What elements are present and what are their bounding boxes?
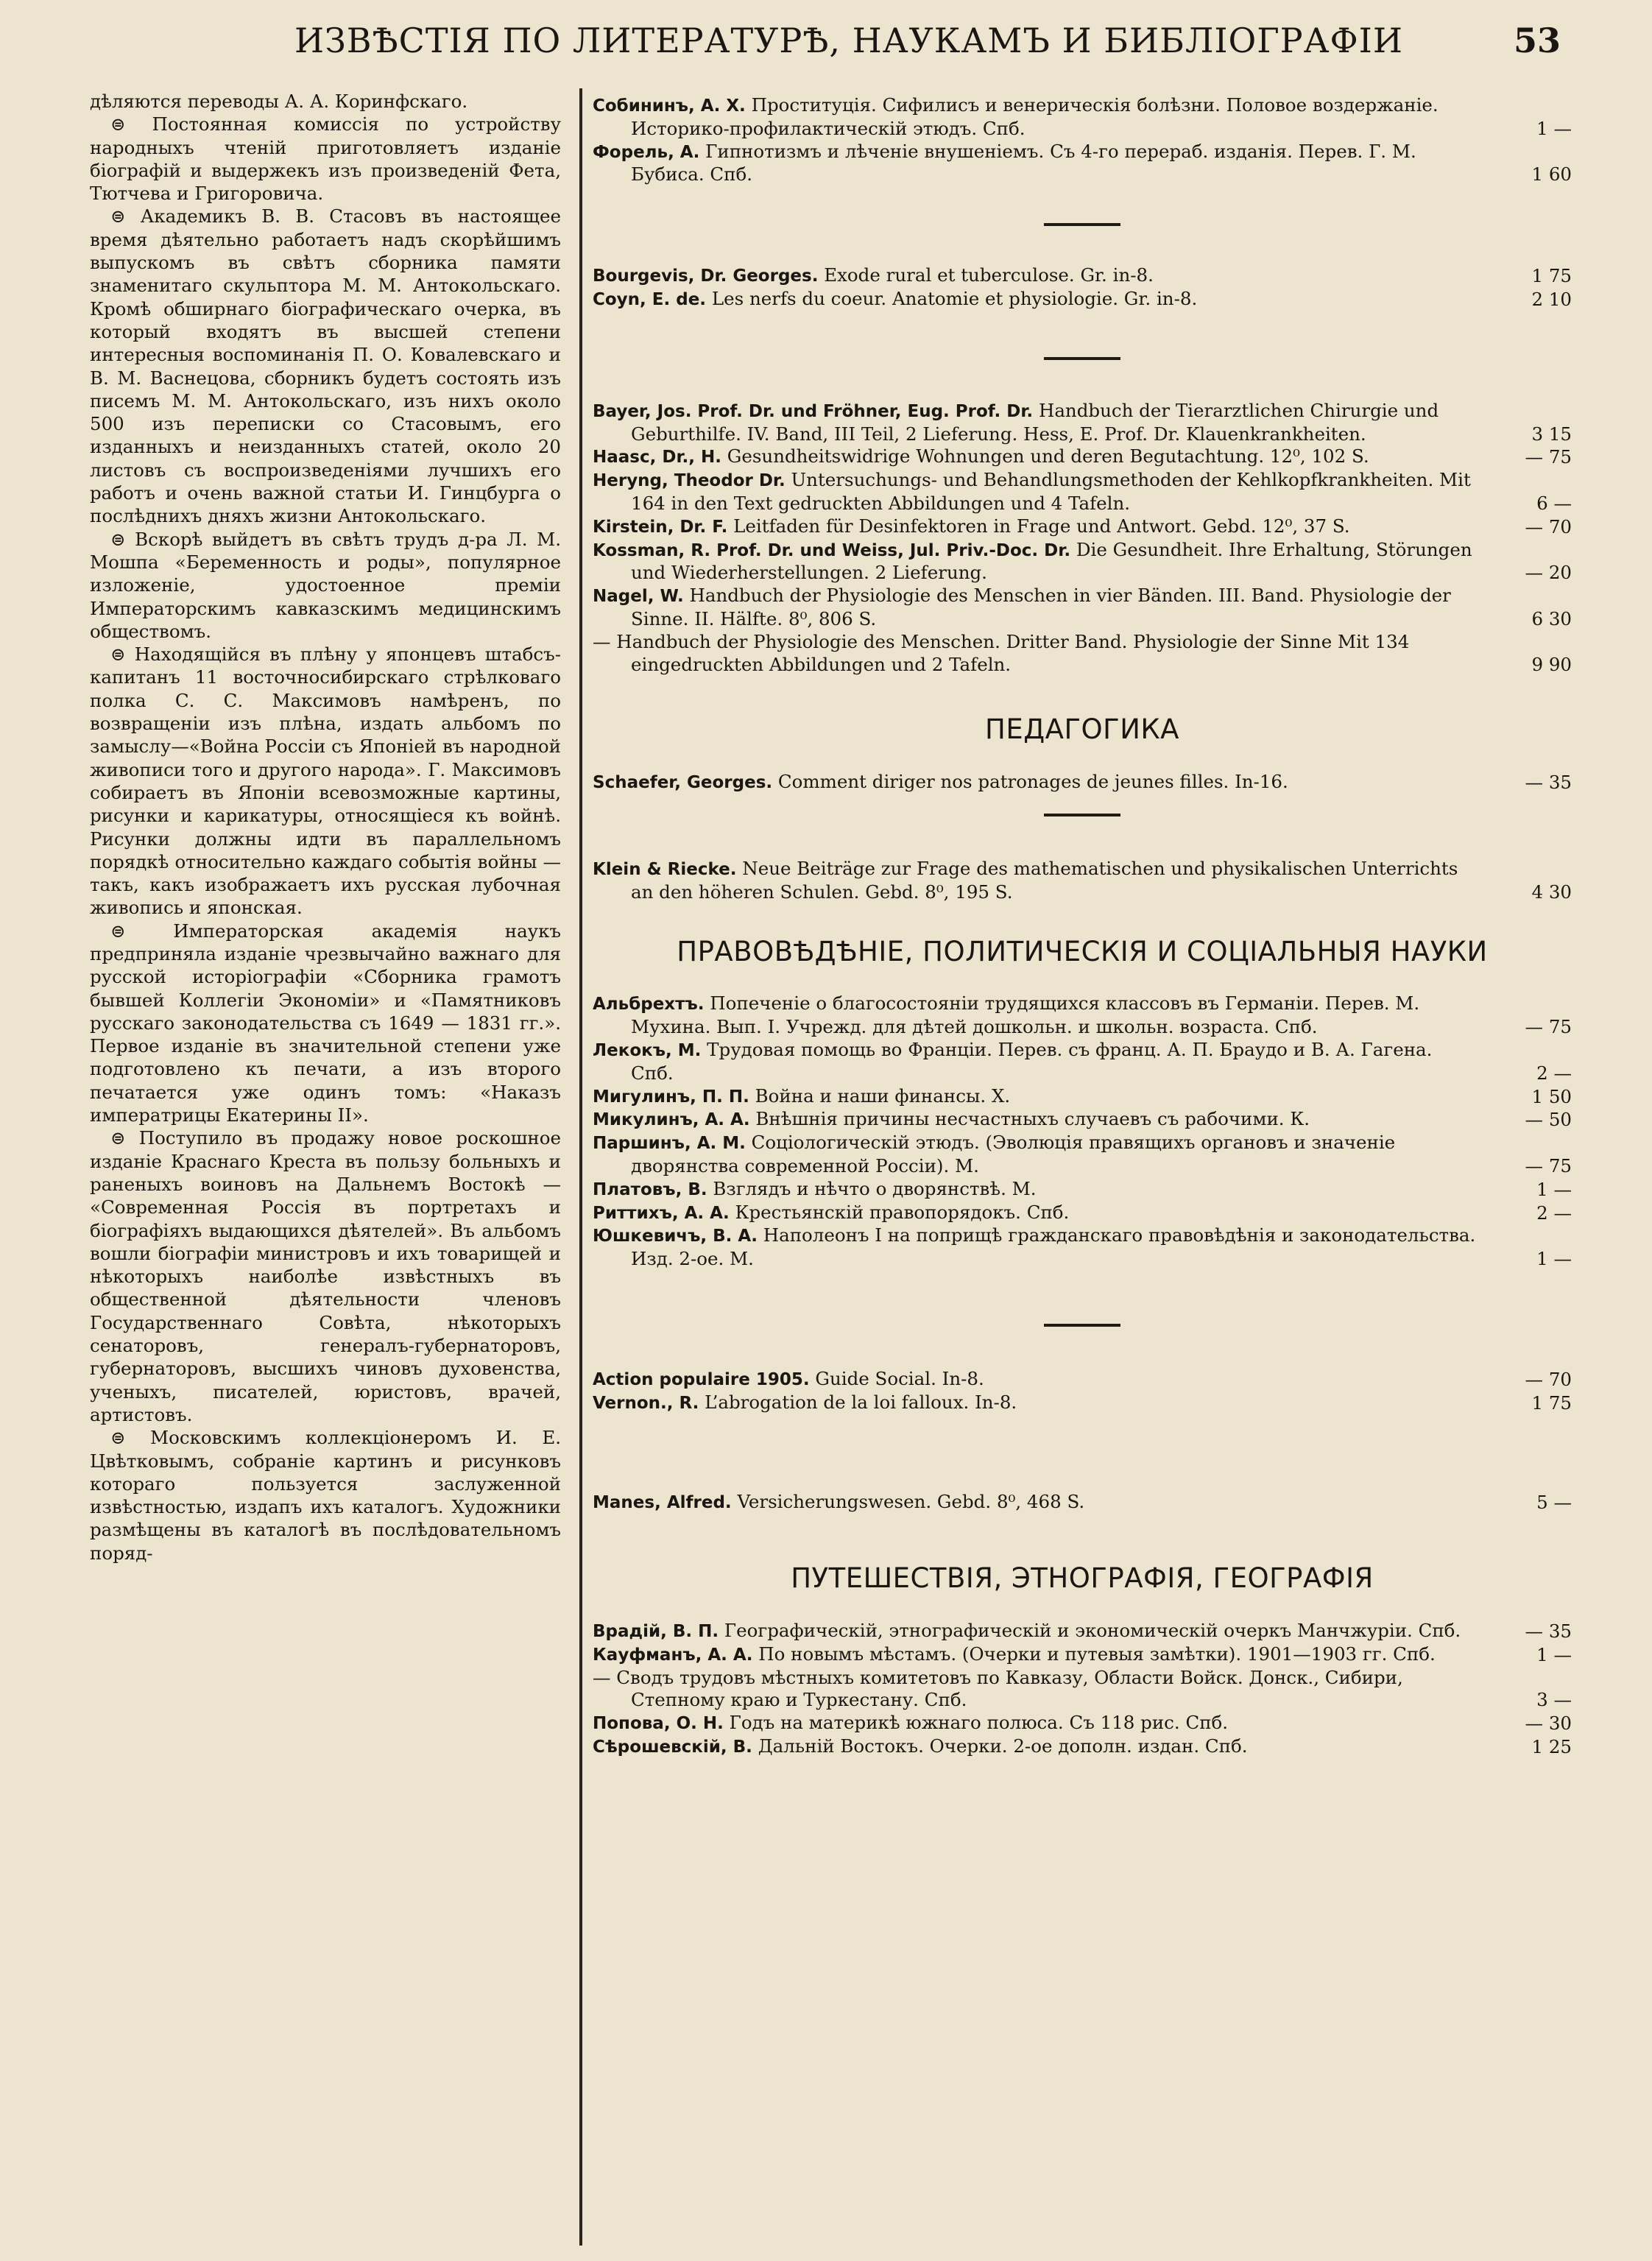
entry-group: [593, 264, 1572, 311]
section-heading-travel: ПУТЕШЕСТВІЯ, ЭТНОГРАФІЯ, ГЕОГРАФІЯ: [791, 1562, 1374, 1595]
entry-price: — 20: [1525, 562, 1572, 584]
entry-author: Coyn, E. de.: [593, 289, 707, 309]
entry-price: 2 —: [1536, 1062, 1572, 1084]
entry-title: Взглядъ и нѣчто о дворянствѣ. М.: [707, 1177, 1037, 1199]
entry-price: 1 75: [1531, 265, 1572, 287]
entry-author: Попова, О. Н.: [593, 1714, 724, 1734]
entry-author: Кауфманъ, А. А.: [593, 1645, 753, 1665]
running-title: ИЗВѢСТІЯ ПО ЛИТЕРАТУРѢ, НАУКАМЪ И БИБЛІОГРАФІИ: [294, 21, 1403, 60]
entry-price: 6 30: [1531, 607, 1572, 629]
entry-group: [593, 400, 1572, 677]
entry-author: Сѣрошевскій, В.: [593, 1738, 752, 1757]
entry-author: Manes, Alfred.: [593, 1493, 732, 1513]
entry-price: 1 75: [1531, 1391, 1572, 1414]
column-rule: [579, 88, 582, 2246]
entry-price: 2 10: [1531, 288, 1572, 310]
separator-dash: [1044, 1324, 1120, 1327]
entry-author: Bourgevis, Dr. Georges.: [593, 267, 819, 286]
entry-price: 1 —: [1536, 117, 1572, 139]
entry-title: Die Gesundheit. Ihre Erhaltung, Störungen und Wiederherstellungen. 2 Lieferung.: [631, 538, 1472, 584]
bibliography-entry: [593, 631, 1572, 677]
bibliography-entry: [593, 94, 1572, 141]
entry-title: Трудовая помощь во Франціи. Перев. съ франц. А. П. Браудо и В. А. Гагена. Спб.: [631, 1038, 1433, 1084]
entry-title: Географическій, этнографическій и экономическій очеркъ Манчжуріи. Спб.: [719, 1620, 1461, 1642]
bibliography-entry: [593, 1620, 1572, 1643]
entry-title: Gesundheitswidrige Wohnungen und deren Begutachtung. 12⁰, 102 S.: [721, 445, 1369, 468]
bibliography-entry: [593, 288, 1572, 311]
news-paragraph: ⊜ Вскорѣ выйдетъ въ свѣтъ трудъ д-ра Л. М. Мошпа «Беременность и роды», популярное изложеніе, удостоенное преміи Императорскимъ кавказскимъ медицинскимъ обществомъ.: [90, 528, 561, 642]
entry-group: [593, 858, 1572, 904]
bibliography-entry: [593, 1391, 1572, 1415]
section-heading-pedagogy: ПЕДАГОГИКА: [985, 713, 1179, 746]
entry-price: — 75: [1525, 1154, 1572, 1177]
entry-title: Neue Beiträge zur Frage des mathematischen und physikalischen Unterrichts an den höheren Schulen. Gebd. 8⁰, 195 S.: [631, 857, 1458, 903]
entry-title: Наполеонъ I на поприщѣ гражданскаго правовѣдѣнія и законодательства. Изд. 2-ое. М.: [631, 1224, 1476, 1270]
bibliography-entry: [593, 1085, 1572, 1109]
bibliography-entry: [593, 1667, 1572, 1712]
bibliography-entry: [593, 1039, 1572, 1085]
entry-author: Haasc, Dr., H.: [593, 448, 721, 468]
entry-title: Guide Social. In-8.: [809, 1367, 984, 1389]
entry-author: Собининъ, А. Х.: [593, 96, 746, 116]
entry-author: Паршинъ, А. М.: [593, 1134, 746, 1154]
entry-title: Handbuch der Physiologie des Menschen in vier Bänden. III. Band. Physiologie der Sinne. II. Hälfte. 8⁰, 806 S.: [631, 585, 1451, 629]
entry-price: — 70: [1525, 1368, 1572, 1390]
entry-price: 1 60: [1531, 163, 1572, 186]
entry-price: 1 —: [1536, 1643, 1572, 1665]
entry-price: 1 —: [1536, 1248, 1572, 1270]
entry-author: Врадій, В. П.: [593, 1622, 719, 1642]
entry-group: [593, 1620, 1572, 1759]
entry-title: L’abrogation de la loi falloux. In-8.: [699, 1391, 1017, 1413]
bibliography-entry: [593, 141, 1572, 187]
bibliography-entry: [593, 264, 1572, 288]
entry-author: Альбрехтъ.: [593, 995, 705, 1015]
entry-author: Платовъ, В.: [593, 1179, 707, 1199]
entry-title: Соціологическій этюдъ. (Эволюція правящихъ органовъ и значеніе дворянства современной Россіи). М.: [631, 1132, 1396, 1177]
bibliography-entry: [593, 445, 1572, 469]
entry-title: Exode rural et tuberculose. Gr. in-8.: [818, 264, 1154, 286]
page-number: 53: [1513, 21, 1561, 60]
news-paragraph: ⊜ Московскимъ коллекціонеромъ И. Е. Цвѣтковымъ, собраніе картинъ и рисунковъ котораго пользуется заслуженной извѣстностью, издапъ ихъ каталогъ. Художники размѣщены въ каталогѣ въ послѣдовательномъ поряд-: [90, 1427, 561, 1564]
bibliography-entry: [593, 1643, 1572, 1667]
entry-price: — 35: [1525, 1620, 1572, 1643]
entry-price: — 75: [1525, 1016, 1572, 1038]
bibliography-entry: [593, 1224, 1572, 1271]
entry-title: — Handbuch der Physiologie des Menschen. Dritter Band. Physiologie der Sinne Mit 134 eingedruckten Abbildungen und 2 Tafeln.: [593, 630, 1410, 675]
news-paragraph: ⊜ Академикъ В. В. Стасовъ въ настоящее время дѣятельно работаетъ надъ скорѣйшимъ выпускомъ въ свѣтъ сборника памяти знаменитаго скульптора М. М. Антокольскаго. Кромѣ обширнаго біографическаго очерка, въ который входятъ въ высшей степени интересныя воспоминанія П. О. Ковалевскаго и В. М. Васнецова, сборникъ будетъ состоять изъ писемъ М. М. Антокольскаго, изъ нихъ около 500 изъ переписки со Стасовымъ, его изданныхъ и неизданныхъ статей, около 20 листовъ съ воспроизведеніями лучшихъ его работъ и очень важной статьи И. Гинцбурга о послѣднихъ дняхъ жизни Антокольскаго.: [90, 205, 561, 527]
entry-title: Versicherungswesen. Gebd. 8⁰, 468 S.: [731, 1491, 1085, 1513]
news-column: [90, 90, 561, 1565]
bibliography-entry: [593, 1178, 1572, 1202]
entry-title: Война и наши финансы. Х.: [749, 1084, 1011, 1107]
entry-title: Попеченіе о благосостояніи трудящихся классовъ въ Германіи. Перев. М. Мухина. Вып. I. Учрежд. для дѣтей дошкольн. и школьн. возраста. Спб.: [631, 992, 1420, 1038]
news-paragraph: ⊜ Императорская академія наукъ предприняла изданіе чрезвычайно важнаго для русской исторіографіи «Сборника грамотъ бывшей Коллегіи Экономіи» и «Памятниковъ русскаго законодательства съ 1649 — 1831 гг.». Первое изданіе въ значительной степени уже подготовлено къ печати, а изъ второго печатается уже одинъ томъ: «Наказъ императрицы Екатерины II».: [90, 920, 561, 1126]
entry-title: Гипнотизмъ и лѣченіе внушеніемъ. Съ 4-го перераб. изданія. Перев. Г. М. Бубиса. Спб.: [631, 140, 1416, 186]
entry-title: Крестьянскій правопорядокъ. Спб.: [729, 1201, 1070, 1223]
bibliography-entry: [593, 400, 1572, 446]
bibliography-entry: [593, 1132, 1572, 1178]
entry-title: — Сводъ трудовъ мѣстныхъ комитетовъ по Кавказу, Области Войск. Донск., Сибири, Степному краю и Туркестану. Спб.: [593, 1666, 1403, 1711]
news-paragraph: ⊜ Постоянная комиссія по устройству народныхъ чтеній приготовляетъ изданіе біографій и выдержекъ изъ произведеній Фета, Тютчева и Григоровича.: [90, 113, 561, 205]
entry-title: Внѣшнія причины несчастныхъ случаевъ съ рабочими. К.: [749, 1108, 1310, 1130]
entry-price: 6 —: [1536, 492, 1572, 514]
entry-title: Untersuchungs- und Behandlungsmethoden der Kehlkopfkrankheiten. Mit 164 in den Text gedruckten Abbildungen und 4 Tafeln.: [631, 469, 1471, 514]
entry-price: 1 50: [1531, 1085, 1572, 1107]
entry-author: Микулинъ, А. А.: [593, 1110, 750, 1130]
bibliography-entry: [593, 539, 1572, 585]
news-paragraph: ⊜ Находящійся въ плѣну у японцевъ штабсъ-капитанъ 11 восточносибирскаго стрѣлковаго полка С. С. Максимовъ намѣренъ, по возвращеніи изъ плѣна, издать альбомъ по замыслу—«Война Россіи съ Японіей въ народной живописи того и другого народа». Г. Максимовъ собираетъ въ Японіи всевозможные картины, рисунки и карикатуры, относящіеся къ войнѣ. Рисунки должны идти въ параллельномъ порядкѣ относительно каждаго событія войны — такъ, какъ изображаетъ ихъ русская лубочная живопись и японская.: [90, 643, 561, 919]
bibliography-column: [593, 94, 1572, 1759]
entry-title: Les nerfs du coeur. Anatomie et physiologie. Gr. in-8.: [706, 287, 1198, 309]
entry-price: 1 —: [1536, 1178, 1572, 1200]
entry-author: Юшкевичъ, В. А.: [593, 1227, 758, 1246]
entry-price: 1 25: [1531, 1736, 1572, 1758]
separator-dash: [1044, 814, 1120, 816]
entry-price: — 75: [1525, 446, 1572, 468]
separator-dash: [1044, 357, 1120, 360]
entry-group: [593, 1491, 1572, 1514]
section-heading-law: ПРАВОВѢДѢНІЕ, ПОЛИТИЧЕСКІЯ И СОЦІАЛЬНЫЯ НАУКИ: [677, 935, 1488, 967]
entry-price: 3 15: [1531, 423, 1572, 445]
entry-author: Heryng, Theodor Dr.: [593, 471, 786, 491]
bibliography-entry: [593, 585, 1572, 631]
bibliography-entry: [593, 771, 1572, 794]
entry-author: Риттихъ, А. А.: [593, 1203, 730, 1223]
entry-author: Kirstein, Dr. F.: [593, 517, 728, 537]
bibliography-entry: [593, 1368, 1572, 1391]
entry-title: Годъ на материкѣ южнаго полюса. Съ 118 рис. Спб.: [723, 1712, 1229, 1734]
entry-author: Nagel, W.: [593, 587, 684, 607]
bibliography-entry: [593, 992, 1572, 1039]
entry-group: [593, 94, 1572, 186]
entry-author: Action populaire 1905.: [593, 1369, 810, 1389]
entry-author: Schaefer, Georges.: [593, 773, 773, 793]
bibliography-entry: [593, 1491, 1572, 1514]
entry-price: — 35: [1525, 772, 1572, 794]
page-header: [294, 21, 1561, 72]
bibliography-entry: [593, 1712, 1572, 1735]
entry-price: 5 —: [1536, 1492, 1572, 1514]
entry-author: Vernon., R.: [593, 1393, 699, 1413]
entry-group: [593, 992, 1572, 1271]
entry-title: Leitfaden für Desinfektoren in Frage und Antwort. Gebd. 12⁰, 37 S.: [727, 515, 1350, 537]
entry-title: Handbuch der Tierarztlichen Chirurgie und Geburthilfe. IV. Band, III Teil, 2 Lieferung. Hess, E. Prof. Dr. Klauenkrankheiten.: [631, 399, 1439, 445]
entry-author: Мигулинъ, П. П.: [593, 1087, 749, 1107]
entry-group: [593, 771, 1572, 794]
entry-author: Лекокъ, М.: [593, 1040, 702, 1060]
entry-author: Kossman, R. Prof. Dr. und Weiss, Jul. Priv.-Doc. Dr.: [593, 540, 1071, 560]
bibliography-entry: [593, 1108, 1572, 1132]
entry-author: Форель, А.: [593, 142, 700, 162]
entry-price: 4 30: [1531, 881, 1572, 903]
entry-title: Дальній Востокъ. Очерки. 2-ое дополн. издан. Спб.: [752, 1735, 1248, 1757]
bibliography-entry: [593, 858, 1572, 904]
bibliography-entry: [593, 469, 1572, 515]
entry-title: Проституція. Сифилисъ и венерическія болѣзни. Половое воздержаніе. Историко-профилактическій этюдъ. Спб.: [631, 94, 1439, 139]
entry-title: Comment diriger nos patronages de jeunes filles. In-16.: [772, 771, 1288, 793]
entry-group: [593, 1368, 1572, 1415]
news-paragraph: ⊜ Поступило въ продажу новое роскошное изданіе Краснаго Креста въ пользу больныхъ и раненыхъ воиновъ на Дальнемъ Востокѣ — «Современная Россія въ портретахъ и біографіяхъ выдающихся дѣятелей». Въ альбомъ вошли біографіи министровъ и ихъ товарищей и нѣкоторыхъ наиболѣе извѣстныхъ въ общественной дѣятельности членовъ Государственнаго Совѣта, нѣкоторыхъ сенаторовъ, генералъ-губернаторовъ, губернаторовъ, высшихъ чиновъ духовенства, ученыхъ, писателей, юристовъ, врачей, артистовъ.: [90, 1127, 561, 1425]
entry-price: 9 90: [1531, 653, 1572, 675]
entry-price: — 50: [1525, 1109, 1572, 1131]
bibliography-entry: [593, 1202, 1572, 1225]
entry-author: Klein & Riecke.: [593, 859, 737, 879]
entry-price: 3 —: [1536, 1689, 1572, 1711]
entry-price: — 70: [1525, 515, 1572, 537]
news-paragraph: дѣляются переводы А. А. Коринфскаго.: [90, 91, 468, 112]
bibliography-entry: [593, 1735, 1572, 1759]
bibliography-entry: [593, 515, 1572, 539]
entry-title: По новымъ мѣстамъ. (Очерки и путевыя замѣтки). 1901—1903 гг. Спб.: [752, 1643, 1436, 1665]
entry-price: 2 —: [1536, 1202, 1572, 1224]
entry-author: Bayer, Jos. Prof. Dr. und Fröhner, Eug. Prof. Dr.: [593, 401, 1034, 421]
separator-dash: [1044, 223, 1120, 226]
entry-price: — 30: [1525, 1712, 1572, 1735]
